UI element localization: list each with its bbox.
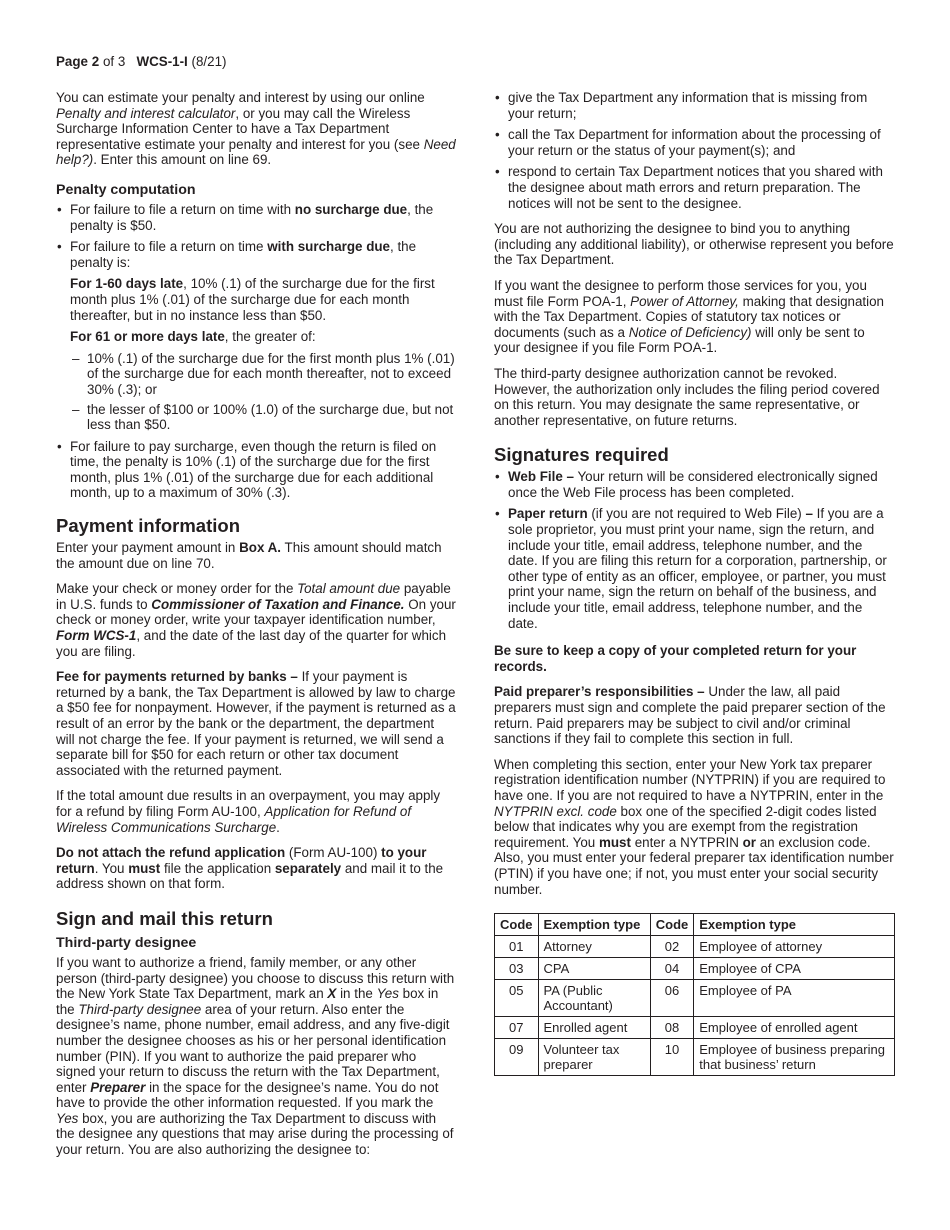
payment-check-paragraph: Make your check or money order for the Total amount due payable in U.S. funds to Commissioner of Taxation and Finance. On your check or money order, write your taxpayer identification number, Form WCS-1, and the date of the last day of the quarter for which you are filing. [56, 581, 456, 659]
code-cell: 02 [650, 936, 694, 958]
table-row [495, 980, 895, 1017]
late-61-plus: For 61 or more days late, the greater of: [70, 329, 316, 345]
header-exemption-2: Exemption type [694, 914, 895, 936]
page-header: Page 2 of 3 WCS-1-I (8/21) [56, 54, 227, 69]
table-row [495, 936, 895, 958]
signature-list [494, 469, 894, 631]
paid-preparer-paragraph: Paid preparer’s responsibilities – Under the law, all paid preparers must sign and complete the paid preparer section of the return. Paid preparers may be subject to civil and/or criminal sanctions if they fail to complete this section in full. [494, 684, 886, 747]
penalty-list-2 [56, 439, 456, 501]
refund-application-paragraph: Do not attach the refund application (Form AU-100) to your return. You must file the application separately and mail it to the address shown on that form. [56, 845, 444, 892]
table-row [495, 1017, 895, 1039]
table-header-row [495, 914, 895, 936]
code-cell: 05 [495, 980, 539, 1017]
payment-information-heading: Payment information [56, 515, 240, 537]
exemption-code-table [494, 913, 895, 1076]
penalty-failure-to-pay: • For failure to pay surcharge, even though the return is filed on time, the penalty is 10% (.1) of the surcharge due for the first month, plus 1% (.01) of the surcharge due for each additional month, up to a maximum of 30% (.3). [56, 439, 456, 501]
exemption-cell: Employee of business preparing that business’ return [694, 1039, 895, 1076]
penalty-list [56, 202, 456, 270]
payment-amount-paragraph: Enter your payment amount in Box A. This amount should match the amount due on line 70. [56, 540, 442, 571]
paper-return-signature: • Paper return (if you are not required to Web File) – If you are a sole proprietor, you must print your name, sign the return, and include your title, email address, telephone number, and the date. If you are filing this return for a corporation, partnership, or other type of entity as an officer, employee, or partner, you must print your name, sign the return on behalf of the business, and include your title, email address, telephone number, and the date. [494, 506, 894, 631]
designee-authorizations [494, 90, 894, 211]
penalty-no-surcharge: • For failure to file a return on time with no surcharge due, the penalty is $50. [56, 202, 456, 233]
penalty-computation-heading: Penalty computation [56, 181, 196, 198]
third-party-designee-paragraph: If you want to authorize a friend, family member, or any other person (third-party designee) you choose to discuss this return with the New York State Tax Department, mark an X in the Yes box in the Third-party designee area of your return. Also enter the designee’s name, phone number, email address, and any five-digit number the designee chooses as his or her personal identification number (PIN). If you want to authorize the paid preparer who signed your return to discuss the return with the Tax Department, enter Preparer in the space for the designee’s name. You do not have to provide the other information requested. If you mark the Yes box, you are authorizing the Tax Department to discuss with the designee any questions that may arise during the processing of your return. You are also authorizing the designee to: [56, 954, 455, 1158]
late-61-option-2: – the lesser of $100 or 100% (1.0) of the surcharge due, but not less than $50. [70, 402, 456, 433]
third-party-designee-heading: Third-party designee [56, 934, 197, 951]
exemption-cell: Employee of attorney [694, 936, 895, 958]
web-file-signature: • Web File – Your return will be considered electronically signed once the Web File process has been completed. [494, 469, 894, 500]
code-cell: 06 [650, 980, 694, 1017]
table-row [495, 1039, 895, 1076]
nytprin-paragraph: When completing this section, enter your New York tax preparer registration identification number (NYTPRIN) if you are required to have one. If you are not required to have a NYTPRIN, enter in the NYTPRIN excl. code box one of the specified 2-digit codes listed below that indicates why you are exempt from the registration requirement. You must enter a NYTPRIN or an exclusion code. Also, you must enter your federal preparer tax identification number (PTIN) if you have one; if not, you must enter your social security number. [494, 756, 894, 897]
code-cell: 03 [495, 958, 539, 980]
designee-auth-1: • give the Tax Department any information that is missing from your return; [494, 90, 894, 121]
sign-and-mail-heading: Sign and mail this return [56, 907, 273, 929]
exemption-cell: Attorney [538, 936, 650, 958]
returned-payment-fee-paragraph: Fee for payments returned by banks – If your payment is returned by a bank, the Tax Department is allowed by law to charge a $50 fee for nonpayment. However, if the payment is returned as a result of an error by the bank or the department, the department will not charge the fee. If your payment is returned, we will send a separate bill for $50 for each return or other tax document associated with the returned payment. [56, 669, 456, 778]
exemption-cell: Employee of PA [694, 980, 895, 1017]
late-61-options [70, 351, 456, 433]
intro-paragraph: You can estimate your penalty and interest by using our online Penalty and interest calculator, or you may call the Wireless Surcharge Information Center to have a Tax Department representative estimate your penalty and interest for you (see Need help?). Enter this amount on line 69. [56, 90, 456, 168]
header-code-1: Code [495, 914, 539, 936]
code-cell: 08 [650, 1017, 694, 1039]
right-column [494, 90, 894, 1076]
exemption-cell: PA (Public Accountant) [538, 980, 650, 1017]
overpayment-paragraph: If the total amount due results in an overpayment, you may apply for a refund by filing Form AU-100, Application for Refund of Wireless Communications Surcharge. [56, 788, 441, 835]
exemption-cell: Volunteer tax preparer [538, 1039, 650, 1076]
exemption-cell: CPA [538, 958, 650, 980]
late-61-option-1: – 10% (.1) of the surcharge due for the first month plus 1% (.01) of the surcharge due for each month thereafter, not to exceed 30% (.3); or [70, 351, 456, 398]
exemption-cell: Employee of CPA [694, 958, 895, 980]
poa-paragraph: If you want the designee to perform those services for you, you must file Form POA-1, Power of Attorney, making that designation with the Tax Department. Copies of statutory tax notices or documents (such as a Notice of Deficiency) will only be sent to your designee if you file Form POA-1. [494, 277, 885, 356]
designee-auth-3: • respond to certain Tax Department notices that you shared with the designee about math errors and return preparation. The notices will not be sent to the designee. [494, 164, 894, 211]
designee-auth-2: • call the Tax Department for information about the processing of your return or the status of your payment(s); and [494, 127, 894, 158]
code-cell: 07 [495, 1017, 539, 1039]
header-exemption-1: Exemption type [538, 914, 650, 936]
penalty-with-surcharge: • For failure to file a return on time with surcharge due, the penalty is: [56, 239, 456, 270]
header-code-2: Code [650, 914, 694, 936]
keep-copy-note: Be sure to keep a copy of your completed return for your records. [494, 643, 857, 674]
not-authorizing-paragraph: You are not authorizing the designee to bind you to anything (including any additional liability), or otherwise represent you before the Tax Department. [494, 221, 894, 268]
signatures-required-heading: Signatures required [494, 444, 669, 466]
left-column [56, 90, 456, 1168]
code-cell: 04 [650, 958, 694, 980]
code-cell: 10 [650, 1039, 694, 1076]
code-cell: 09 [495, 1039, 539, 1076]
revocation-paragraph: The third-party designee authorization cannot be revoked. However, the authorization only includes the filing period covered on this return. You may designate the same representative, or another representative, on future returns. [494, 365, 880, 428]
exemption-cell: Employee of enrolled agent [694, 1017, 895, 1039]
code-cell: 01 [495, 936, 539, 958]
exemption-cell: Enrolled agent [538, 1017, 650, 1039]
table-row [495, 958, 895, 980]
late-1-60: For 1-60 days late, 10% (.1) of the surcharge due for the first month plus 1% (.01) of the surcharge due for each month thereafter, but in no instance less than $50. [70, 276, 435, 323]
